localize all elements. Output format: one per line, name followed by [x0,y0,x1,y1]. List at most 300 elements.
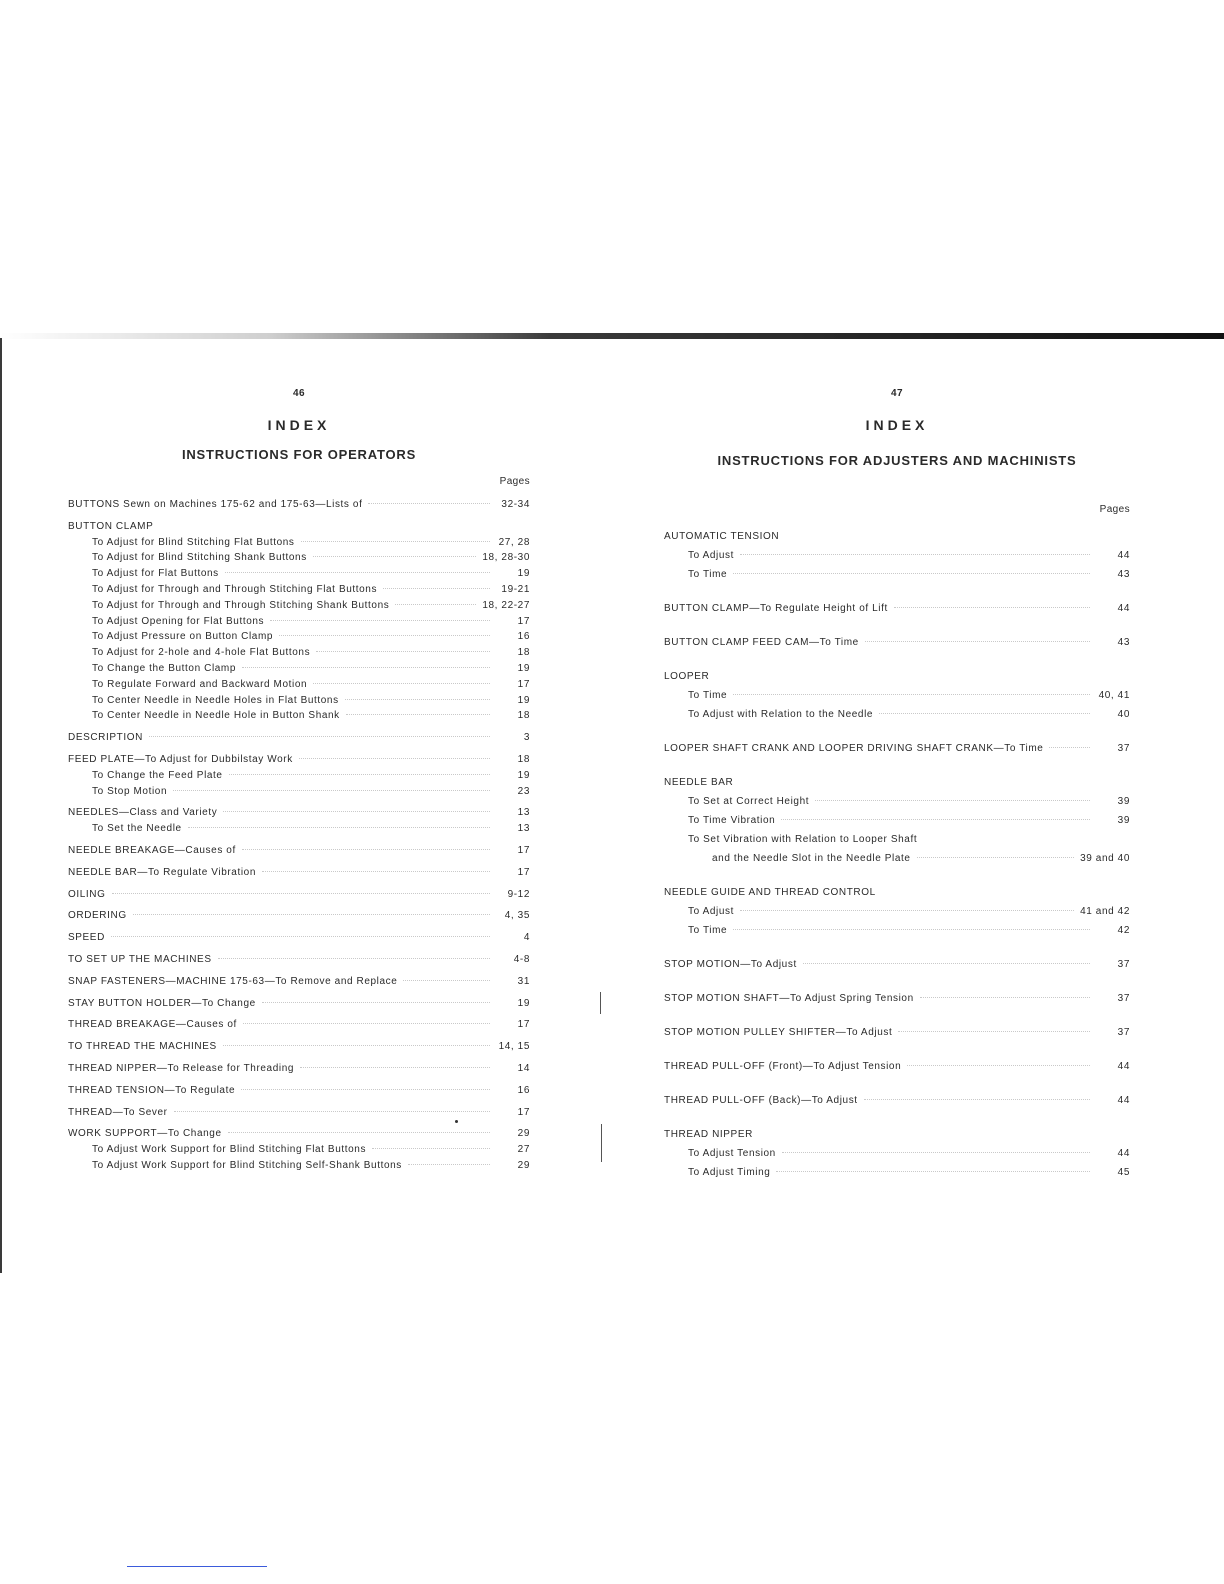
sub-entry-row [68,821,530,837]
page-reference: 44 [1117,603,1130,614]
entry-row [68,865,530,881]
section-title: INSTRUCTIONS FOR OPERATORS [181,447,417,462]
entry-row [68,519,530,535]
entry-label: THREAD NIPPER [664,1129,753,1140]
sub-entry-row [68,677,530,693]
sub-entry-row [68,582,530,598]
index-entry [68,865,530,881]
sub-entry [68,784,530,800]
sub-entry-row [664,705,1130,724]
entry-row [68,1105,530,1121]
page-reference: 39 [1117,815,1130,826]
page-top-rule [0,333,1224,339]
entry-label: THREAD—To Sever [68,1106,168,1118]
entry-row [68,974,530,990]
entry-label: To Adjust for 2-hole and 4-hole Flat Buttons [92,647,311,659]
page-reference: 39 and 40 [1080,853,1130,864]
page-reference: 3 [523,732,530,744]
page-reference: 19 [517,694,530,706]
page-reference: 29 [517,1159,530,1171]
entry-label: To Adjust [688,906,734,917]
page-reference: 17 [517,1106,530,1118]
entry-row [664,1091,1130,1110]
entry-row [68,930,530,946]
sub-entry-row [68,708,530,724]
dot-leader [299,758,490,759]
page-reference: 27, 28 [498,536,530,548]
sub-entry [68,1158,530,1174]
dot-leader [733,929,1090,930]
entry-label: To Change the Feed Plate [92,769,223,781]
entry-label: To Time [688,925,728,936]
dot-leader [300,1067,490,1068]
entry-label: TO THREAD THE MACHINES [68,1041,217,1053]
entry-label: NEEDLE BAR—To Regulate Vibration [68,866,256,878]
page-reference: 18, 28-30 [482,552,530,564]
entry-row [68,497,530,513]
entry-label: SPEED [68,932,105,944]
index-entry [68,908,530,924]
dot-leader [243,1023,490,1024]
index-entry [68,519,530,724]
page-reference: 29 [517,1128,530,1140]
entry-label: To Adjust for Through and Through Stitching Shank Buttons [92,599,390,611]
entry-row [664,599,1130,618]
sub-entry [664,705,1130,724]
entry-label: STOP MOTION SHAFT—To Adjust Spring Tension [664,993,914,1004]
dot-leader [864,1099,1090,1100]
entry-label: To Set at Correct Height [688,796,810,807]
dot-leader [262,1002,490,1003]
entry-label: NEEDLE BAR [664,777,734,788]
dot-leader [733,573,1090,574]
page-reference: 17 [517,615,530,627]
dot-leader [316,651,490,652]
entry-label: NEEDLE GUIDE AND THREAD CONTROL [664,887,876,898]
sub-entry-row [68,1158,530,1174]
entry-row [68,887,530,903]
dot-leader [740,910,1074,911]
index-entry [664,527,1130,584]
index-entry [664,739,1130,758]
page-reference: 13 [517,823,530,835]
sub-entry-row [664,849,1130,868]
page-reference: 19 [517,997,530,1009]
index-entry [664,989,1130,1008]
entry-label: To Change the Button Clamp [92,662,237,674]
entry-label: AUTOMATIC TENSION [664,531,780,542]
sub-entry-row [68,693,530,709]
dot-leader [383,588,490,589]
pages-column-label: Pages [499,476,530,487]
dot-leader [898,1031,1090,1032]
dot-leader [372,1148,490,1149]
page-reference: 37 [1117,1027,1130,1038]
sub-entry-row [664,686,1130,705]
entry-row [68,805,530,821]
entry-row [664,773,1130,792]
entry-row [68,996,530,1012]
dot-leader [270,620,490,621]
index-entry [664,1091,1130,1110]
entry-row [68,1039,530,1055]
dot-leader [894,607,1090,608]
index-entry [68,1017,530,1033]
sub-entry [664,1144,1130,1163]
dot-leader [218,958,490,959]
index-entry [68,843,530,859]
sub-entry-row [68,1142,530,1158]
entry-label: To Regulate Forward and Backward Motion [92,678,308,690]
dot-leader [223,811,490,812]
page-reference: 4, 35 [504,910,530,922]
sub-entry-row [68,768,530,784]
index-entry [664,955,1130,974]
entry-label: STOP MOTION—To Adjust [664,959,797,970]
pages-column-label: Pages [1099,504,1130,515]
entry-label: BUTTON CLAMP [68,520,154,532]
sub-entry [68,629,530,645]
page-reference: 14 [517,1062,530,1074]
index-entry [664,773,1130,868]
dot-leader [228,1132,490,1133]
page-reference: 23 [517,785,530,797]
sub-entry [68,661,530,677]
page-reference: 4-8 [513,953,530,965]
index-entry [664,1023,1130,1042]
sub-entry [68,708,530,724]
index-entry [68,1105,530,1121]
sub-entry-row [664,830,1130,849]
entry-label: THREAD PULL-OFF (Front)—To Adjust Tension [664,1061,902,1072]
dot-leader [111,936,490,937]
page-reference: 39 [1117,796,1130,807]
page-reference: 19 [517,568,530,580]
page-reference: 37 [1117,993,1130,1004]
entry-label: To Time [688,690,728,701]
entry-label: BUTTONS Sewn on Machines 175-62 and 175-63—Lists of [68,499,363,510]
sub-entry-row [664,565,1130,584]
entry-row [664,1057,1130,1076]
entry-label: BUTTON CLAMP FEED CAM—To Time [664,637,859,648]
index-entry [664,599,1130,618]
sub-entry [664,546,1130,565]
entry-row [68,1061,530,1077]
sub-entry [68,566,530,582]
sub-entry [68,582,530,598]
entry-label: ORDERING [68,910,127,922]
page-reference: 42 [1117,925,1130,936]
entry-label: To Adjust Tension [688,1148,776,1159]
sub-entry [68,598,530,614]
page-reference: 17 [517,844,530,856]
index-entry [68,952,530,968]
dot-leader [112,893,491,894]
index-title: INDEX [267,417,331,433]
page-reference: 44 [1117,1061,1130,1072]
page-reference: 45 [1117,1167,1130,1178]
index-entry [68,930,530,946]
entry-row [68,752,530,768]
entry-label: NEEDLES—Class and Variety [68,807,218,819]
sub-entry-row [664,1163,1130,1182]
page-number: 47 [890,388,904,399]
dot-leader [223,1045,490,1046]
bottom-link-underline [127,1566,267,1567]
sub-entry [664,921,1130,940]
dot-leader [879,713,1090,714]
dot-leader [229,774,490,775]
dot-leader [242,667,490,668]
entry-label: To Set the Needle [92,823,182,835]
index-entry [68,805,530,837]
index-entry [68,497,530,513]
dot-leader [241,1089,490,1090]
entry-row [664,883,1130,902]
dot-leader [173,790,490,791]
index-entry [68,887,530,903]
page-reference: 37 [1117,959,1130,970]
dot-leader [149,736,490,737]
scan-left-edge [0,338,2,1273]
page-reference: 43 [1117,569,1130,580]
entry-label: DESCRIPTION [68,732,143,744]
dot-leader [313,683,490,684]
index-entries [68,497,530,1174]
entry-label: THREAD TENSION—To Regulate [68,1084,236,1096]
sub-entry-row [68,566,530,582]
index-entry [68,752,530,799]
entry-row [664,667,1130,686]
entry-label: To Time [688,569,728,580]
entry-label: To Center Needle in Needle Hole in Button Shank [92,710,340,722]
page-reference: 44 [1117,1148,1130,1159]
entry-label: OILING [68,888,106,900]
dot-leader [133,914,490,915]
entry-label: To Adjust for Flat Buttons [92,568,219,580]
index-entry [664,633,1130,652]
page-reference: 4 [523,932,530,944]
entry-label: To Adjust for Blind Stitching Shank Buttons [92,552,307,564]
sub-entry [68,768,530,784]
sub-entry [68,821,530,837]
dot-leader [1049,747,1090,748]
dot-leader [262,871,490,872]
sub-entry [664,686,1130,705]
dot-leader [225,572,490,573]
entry-row [68,730,530,746]
entry-label: THREAD BREAKAGE—Causes of [68,1019,237,1031]
entry-label: STOP MOTION PULLEY SHIFTER—To Adjust [664,1027,893,1038]
sub-entry [68,677,530,693]
sub-entry-row [68,661,530,677]
dot-leader [403,980,490,981]
entry-label: WORK SUPPORT—To Change [68,1128,222,1140]
entry-label: and the Needle Slot in the Needle Plate [712,853,911,864]
entry-row [664,1125,1130,1144]
sub-entry-row [68,629,530,645]
dot-leader [395,604,476,605]
entry-label: NEEDLE BREAKAGE—Causes of [68,844,236,856]
dot-leader [781,819,1090,820]
entry-label: To Time Vibration [688,815,776,826]
dot-leader [776,1171,1090,1172]
entry-label: To Adjust Timing [688,1167,771,1178]
index-entry [68,1039,530,1055]
page-reference: 19 [517,662,530,674]
entry-label: To Set Vibration with Relation to Looper Shaft [688,834,918,845]
page-reference: 19 [517,769,530,781]
sub-entry [664,792,1130,811]
dot-leader [346,714,490,715]
page-reference: 31 [517,975,530,987]
index-entry [68,1061,530,1077]
sub-entry-row [664,902,1130,921]
sub-entry [68,693,530,709]
page-reference: 16 [517,1084,530,1096]
page-reference: 43 [1117,637,1130,648]
entry-label: To Adjust for Through and Through Stitching Flat Buttons [92,583,378,595]
dot-leader [733,694,1090,695]
entry-label: FEED PLATE—To Adjust for Dubbilstay Work [68,753,293,765]
page-reference: 16 [517,631,530,643]
entry-label: SNAP FASTENERS—MACHINE 175-63—To Remove and Replace [68,975,398,987]
entry-row [664,955,1130,974]
index-entry [68,1083,530,1099]
sub-entry-row [68,784,530,800]
index-entry [664,667,1130,724]
dot-leader [174,1111,490,1112]
dot-leader [279,635,490,636]
page-reference: 14, 15 [498,1041,530,1053]
sub-entry-row [68,645,530,661]
entry-row [664,739,1130,758]
page-reference: 9-12 [507,888,530,900]
entry-label: To Adjust Opening for Flat Buttons [92,615,265,627]
page-reference: 13 [517,807,530,819]
entry-row [68,1083,530,1099]
index-entries [664,527,1130,1182]
dot-leader [368,503,490,504]
entry-row [664,1023,1130,1042]
entry-row [68,952,530,968]
page-reference: 44 [1117,550,1130,561]
index-entry [68,996,530,1012]
index-title: INDEX [865,417,929,433]
index-entry [664,1125,1130,1182]
page-reference: 18 [517,753,530,765]
page-reference: 18 [517,710,530,722]
sub-entry [664,811,1130,830]
sub-entry-row [664,921,1130,940]
page-reference: 17 [517,1019,530,1031]
page-reference: 40, 41 [1098,690,1130,701]
entry-label: TO SET UP THE MACHINES [68,953,212,965]
entry-row [68,843,530,859]
dot-leader [188,827,490,828]
index-entry [664,1057,1130,1076]
sub-entry [68,614,530,630]
sub-entry-row [664,546,1130,565]
dot-leader [907,1065,1090,1066]
entry-row [664,633,1130,652]
entry-label: To Adjust Work Support for Blind Stitching Self-Shank Buttons [92,1159,402,1171]
entry-label: To Adjust Work Support for Blind Stitching Flat Buttons [92,1144,367,1156]
dot-leader [782,1152,1090,1153]
entry-label: LOOPER SHAFT CRANK AND LOOPER DRIVING SHAFT CRANK—To Time [664,743,1044,754]
sub-entry [68,1142,530,1158]
entry-label: To Stop Motion [92,785,168,797]
dot-leader [408,1164,490,1165]
entry-row [68,1126,530,1142]
entry-label: THREAD NIPPER—To Release for Threading [68,1062,295,1074]
sub-entry-row [664,792,1130,811]
section-title: INSTRUCTIONS FOR ADJUSTERS AND MACHINISTS [717,453,1077,468]
page-reference: 41 and 42 [1080,906,1130,917]
sub-entry-row [68,550,530,566]
sub-entry-row [664,811,1130,830]
index-entry [68,730,530,746]
page-reference: 40 [1117,709,1130,720]
dot-leader [313,556,477,557]
sub-entry [68,550,530,566]
entry-label: To Center Needle in Needle Holes in Flat Buttons [92,694,339,706]
sub-entry [664,565,1130,584]
entry-label: BUTTON CLAMP—To Regulate Height of Lift [664,603,888,614]
entry-row [68,908,530,924]
index-entry [664,883,1130,940]
gutter-mark-lower [601,1124,602,1162]
entry-label: STAY BUTTON HOLDER—To Change [68,997,256,1009]
entry-row [664,527,1130,546]
right-page [664,380,1130,1182]
sub-entry [664,849,1130,868]
entry-label: LOOPER [664,671,710,682]
sub-entry [664,830,1130,849]
entry-label: To Adjust [688,550,734,561]
sub-entry-row [68,614,530,630]
sub-entry [68,535,530,551]
dot-leader [803,963,1090,964]
page-reference: 44 [1117,1095,1130,1106]
page-reference: 18 [517,647,530,659]
page-reference: 27 [517,1144,530,1156]
gutter-mark-upper [600,992,601,1014]
dot-leader [301,541,490,542]
dot-leader [242,849,490,850]
page-reference: 37 [1117,743,1130,754]
entry-label: To Adjust Pressure on Button Clamp [92,631,274,643]
sub-entry [68,645,530,661]
dot-leader [815,800,1090,801]
page-reference: 17 [517,866,530,878]
sub-entry [664,902,1130,921]
dot-leader [740,554,1090,555]
page-reference: 18, 22-27 [482,599,530,611]
index-entry [68,974,530,990]
sub-entry-row [664,1144,1130,1163]
left-page [68,380,530,1174]
entry-row [68,1017,530,1033]
dot-leader [865,641,1090,642]
page-reference: 19-21 [501,583,530,595]
page-number: 46 [292,388,306,399]
sub-entry-row [68,535,530,551]
dot-leader [917,857,1075,858]
page-reference: 17 [517,678,530,690]
page-reference: 32-34 [501,499,530,510]
entry-label: To Adjust with Relation to the Needle [688,709,874,720]
